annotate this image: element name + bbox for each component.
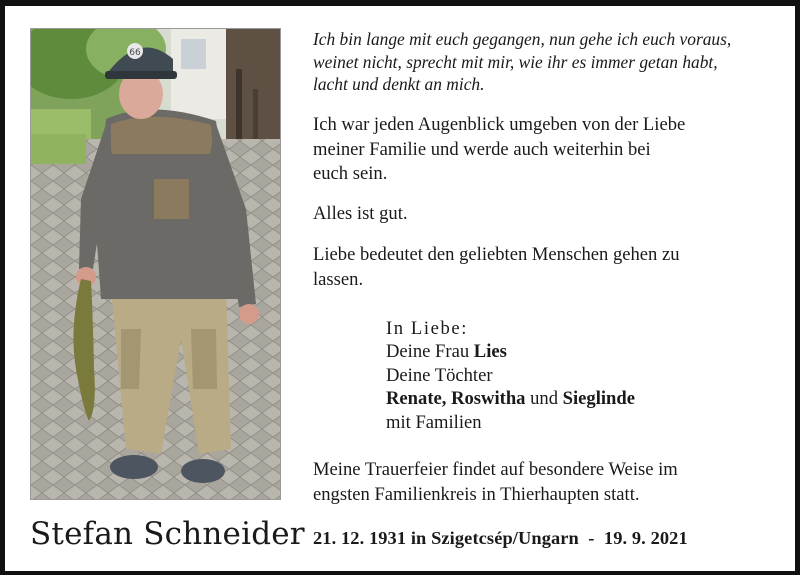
daughters-names [386,387,635,410]
mourners-heading: In Liebe: [386,318,469,339]
cap-emblem: 66 [129,48,141,58]
mourners-list [386,317,635,434]
mourner-families: mit Familien [386,411,482,433]
text-line: euch sein. [313,163,388,184]
daughter-name: Sieglinde [562,388,635,410]
mourner-wife [386,340,635,363]
portrait-photo [30,28,281,500]
quote-line: weinet nicht, sprecht mit mir, wie ihr es immer getan habt, [313,51,718,72]
text-line: Meine Trauerfeier findet auf besondere Weise im [313,459,678,480]
text-line: lassen. [313,268,364,290]
wife-prefix: Deine Frau [386,341,470,363]
paragraph-surrounded-by-love [313,113,773,187]
life-dates: 21. 12. 1931 in Szigetcsép/Ungarn - 19. 9. 2021 [313,528,688,548]
paragraph-funeral-notice [313,458,773,507]
text-line: Liebe bedeutet den geliebten Menschen gehen zu [313,244,680,265]
text-line: meiner Familie und werde auch weiterhin bei [313,138,651,160]
daughter-name: Renate, [386,388,447,410]
quote-line: lacht und denkt an mich. [313,74,485,94]
paragraph-all-is-good [313,202,773,227]
quote-line: Ich bin lange mit euch gegangen, nun gehe ich euch voraus, [313,29,732,49]
text-line: engsten Familienkreis in Thierhaupten statt. [313,483,640,505]
epitaph-quote [313,28,773,96]
wife-name: Lies [473,341,507,363]
daughters-label: Deine Töchter [386,364,493,386]
text-line: Ich war jeden Augenblick umgeben von der Liebe [313,114,686,135]
paragraph-love-means-letting-go [313,243,773,292]
daughter-name: Roswitha [451,388,526,410]
conjunction: und [530,388,559,410]
text-line: Alles ist gut. [313,203,408,224]
deceased-name: Stefan Schneider [30,516,305,552]
